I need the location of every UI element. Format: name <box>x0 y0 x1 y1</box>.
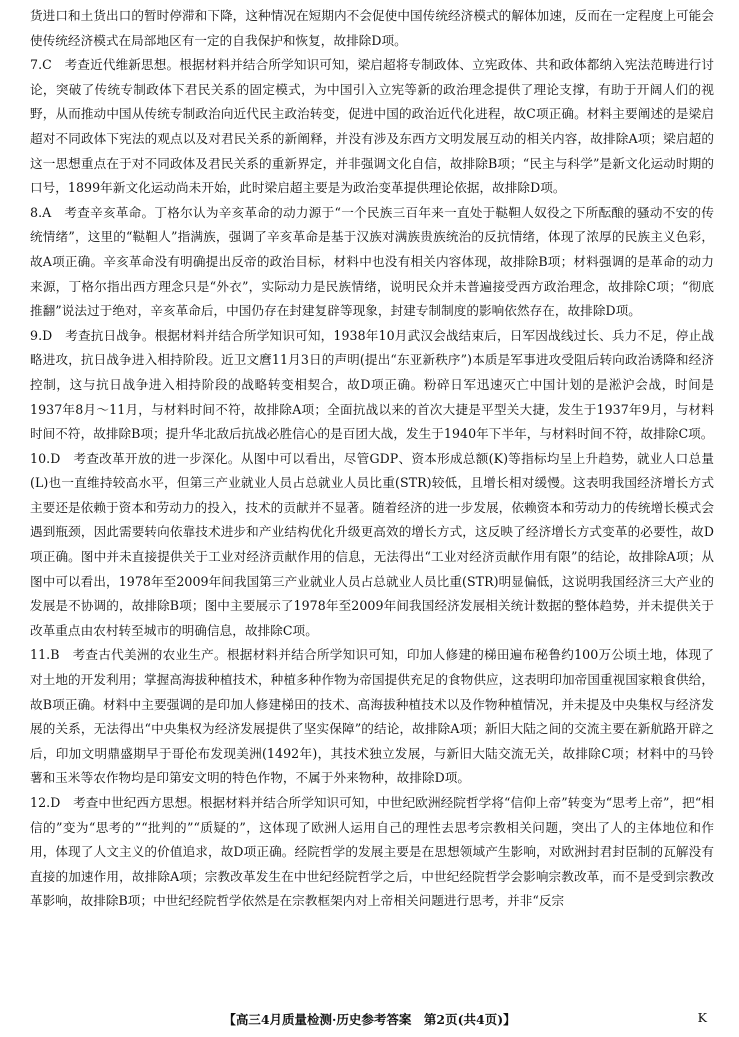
item-explanation: 考查近代维新思想。根据材料并结合所学知识可知，梁启超将专制政体、立宪政体、共和政体都纳入宪法范畴进行讨论，突破了传统专制政体下君民关系的固定模式，为中国引入立宪等新的政治理念提供了理论支撑，有助于开阔人们的视野，从而推动中国从传统专制政治向近代民主政治转变，促进中国的政治近代化进程，故C项正确。材料主要阐述的是梁启超对不同政体下宪法的观点以及对君民关系的新阐释，并没有涉及东西方文明发展互动的相关内容，故排除A项；梁启超的这一思想重点在于对不同政体及君民关系的重新界定，并非强调文化自信，故排除B项；“民主与科学”是新文化运动时期的口号，1899年新文化运动尚未开始，此时梁启超主要是为政治变革提供理论依据，故排除D项。 <box>30 57 714 196</box>
item-number: 7. <box>30 57 43 73</box>
item-explanation: 考查改革开放的进一步深化。从图中可以看出，尽管GDP、资本形成总额(K)等指标均呈上升趋势，就业人口总量(L)也一直维持较高水平，但第三产业就业人员占总就业人员比重(STR)较低，且增长相对缓慢。这表明我国经济增长方式主要还是依赖于资本和劳动力的投入，技术的贡献并不显著。随着经济的进一步发展，依赖资本和劳动力的传统增长模式会遇到瓶颈，因此需要转向依靠技术进步和产业结构优化升级更高效的增长方式，这反映了经济增长方式变革的必要性，故D项正确。图中并未直接提供关于工业对经济贡献作用的信息，无法得出“工业对经济贡献作用有限”的结论，故排除A项；从图中可以看出，1978年至2009年间我国第三产业就业人员占总就业人员比重(STR)明显偏低，这说明我国经济三大产业的发展是不协调的，故排除B项；图中主要展示了1978年至2009年间我国经济发展相关统计数据的整体趋势，并未提供关于改革重点由农村转至城市的明确信息，故排除C项。 <box>30 450 714 638</box>
continuation-paragraph: 货进口和土货出口的暂时停滞和下降，这种情况在短期内不会促使中国传统经济模式的解体加速，反而在一定程度上可能会使传统经济模式在局部地区有一定的自我保护和恢复，故排除D项。 <box>30 8 714 48</box>
answer-item-9 <box>30 324 714 447</box>
answer-item-8 <box>30 201 714 324</box>
item-number: 10. <box>30 450 51 466</box>
footer-title: 【高三4月质量检测·历史参考答案 第2页(共4页)】 <box>223 1012 516 1027</box>
page-footer <box>0 1008 739 1030</box>
answer-item-10 <box>30 447 714 644</box>
item-answer: D <box>42 327 53 343</box>
item-number: 12. <box>30 795 51 810</box>
item-explanation: 考查抗日战争。根据材料并结合所学知识可知，1938年10月武汉会战结束后，日军因战线过长、兵力不足，停止战略进攻，抗日战争进入相持阶段。近卫文麿11月3日的声明(提出“东亚新秩序”)本质是军事进攻受阻后转向政治诱降和经济控制，这与抗日战争进入相持阶段的战略转变相契合，故D项正确。粉碎日军迅速灭亡中国计划的是淞沪会战，时间是1937年8月～11月，与材料时间不符，故排除A项；全面抗战以来的首次大捷是平型关大捷，发生于1937年9月，与材料时间不符，故排除B项；提升华北敌后抗战必胜信心的是百团大战，发生于1940年下半年，与材料时间不符，故排除C项。 <box>30 327 714 442</box>
answer-content <box>30 4 714 914</box>
item-answer: D <box>50 450 61 466</box>
answer-item-11 <box>30 643 714 791</box>
item-number: 11. <box>30 647 51 663</box>
item-answer: B <box>50 647 60 663</box>
item-answer: A <box>42 204 52 220</box>
answer-item-7 <box>30 53 714 201</box>
item-number: 8. <box>30 204 43 220</box>
item-answer: C <box>42 57 52 73</box>
item-number: 9. <box>30 327 43 343</box>
footer-code: K <box>697 1010 707 1025</box>
item-answer: D <box>50 795 61 810</box>
item-explanation: 考查辛亥革命。丁格尔认为辛亥革命的动力源于“一个民族三百年来一直处于鞑靼人奴役之下所酝酿的骚动不安的传统情绪”，这里的“鞑靼人”指满族，强调了辛亥革命是基于汉族对满族贵族统治的反抗情绪，体现了浓厚的民族主义色彩，故A项正确。辛亥革命没有明确提出反帝的政治目标，材料中也没有相关内容体现，故排除B项；材料强调的是革命的动力来源，丁格尔指出西方理念只是“外衣”，实际动力是民族情绪，说明民众并未普遍接受西方政治理念，故排除C项；“彻底推翻”说法过于绝对，辛亥革命后，中国仍存在封建复辟等现象，封建专制制度的影响依然存在，故排除D项。 <box>30 204 714 319</box>
item-explanation: 考查古代美洲的农业生产。根据材料并结合所学知识可知，印加人修建的梯田遍布秘鲁约100万公顷土地，体现了对土地的开发利用；掌握高海拔种植技术，种植多种作物为帝国提供充足的食物供应，这表明印加帝国重视国家粮食供给，故B项正确。材料中主要强调的是印加人修建梯田的技术、高海拔种植技术以及作物种植情况，并未提及中央集权与经济发展的关系，无法得出“中央集权为经济发展提供了坚实保障”的结论，故排除A项；新旧大陆之间的交流主要在新航路开辟之后，印加文明鼎盛期早于哥伦布发现美洲(1492年)，其技术独立发展，与新旧大陆交流无关，故排除C项；材料中的马铃薯和玉米等农作物均是印第安文明的特色作物，不属于外来物种，故排除D项。 <box>30 647 714 786</box>
item-explanation: 考查中世纪西方思想。根据材料并结合所学知识可知，中世纪欧洲经院哲学将“信仰上帝”转变为“思考上帝”，把“相信的”变为“思考的”“批判的”“质疑的”，这体现了欧洲人运用自己的理性去思考宗教相关问题，突出了人的主体地位和作用，体现了人文主义的价值追求，故D项正确。经院哲学的发展主要是在思想领域产生影响，对欧洲封君封臣制的瓦解没有直接的加速作用，故排除A项；宗教改革发生在中世纪经院哲学之后，中世纪经院哲学会影响宗教改革，而不是受到宗教改革影响，故排除B项；中世纪经院哲学依然是在宗教框架内对上帝相关问题进行思考，并非“反宗 <box>30 795 714 909</box>
answer-item-12 <box>30 791 714 914</box>
